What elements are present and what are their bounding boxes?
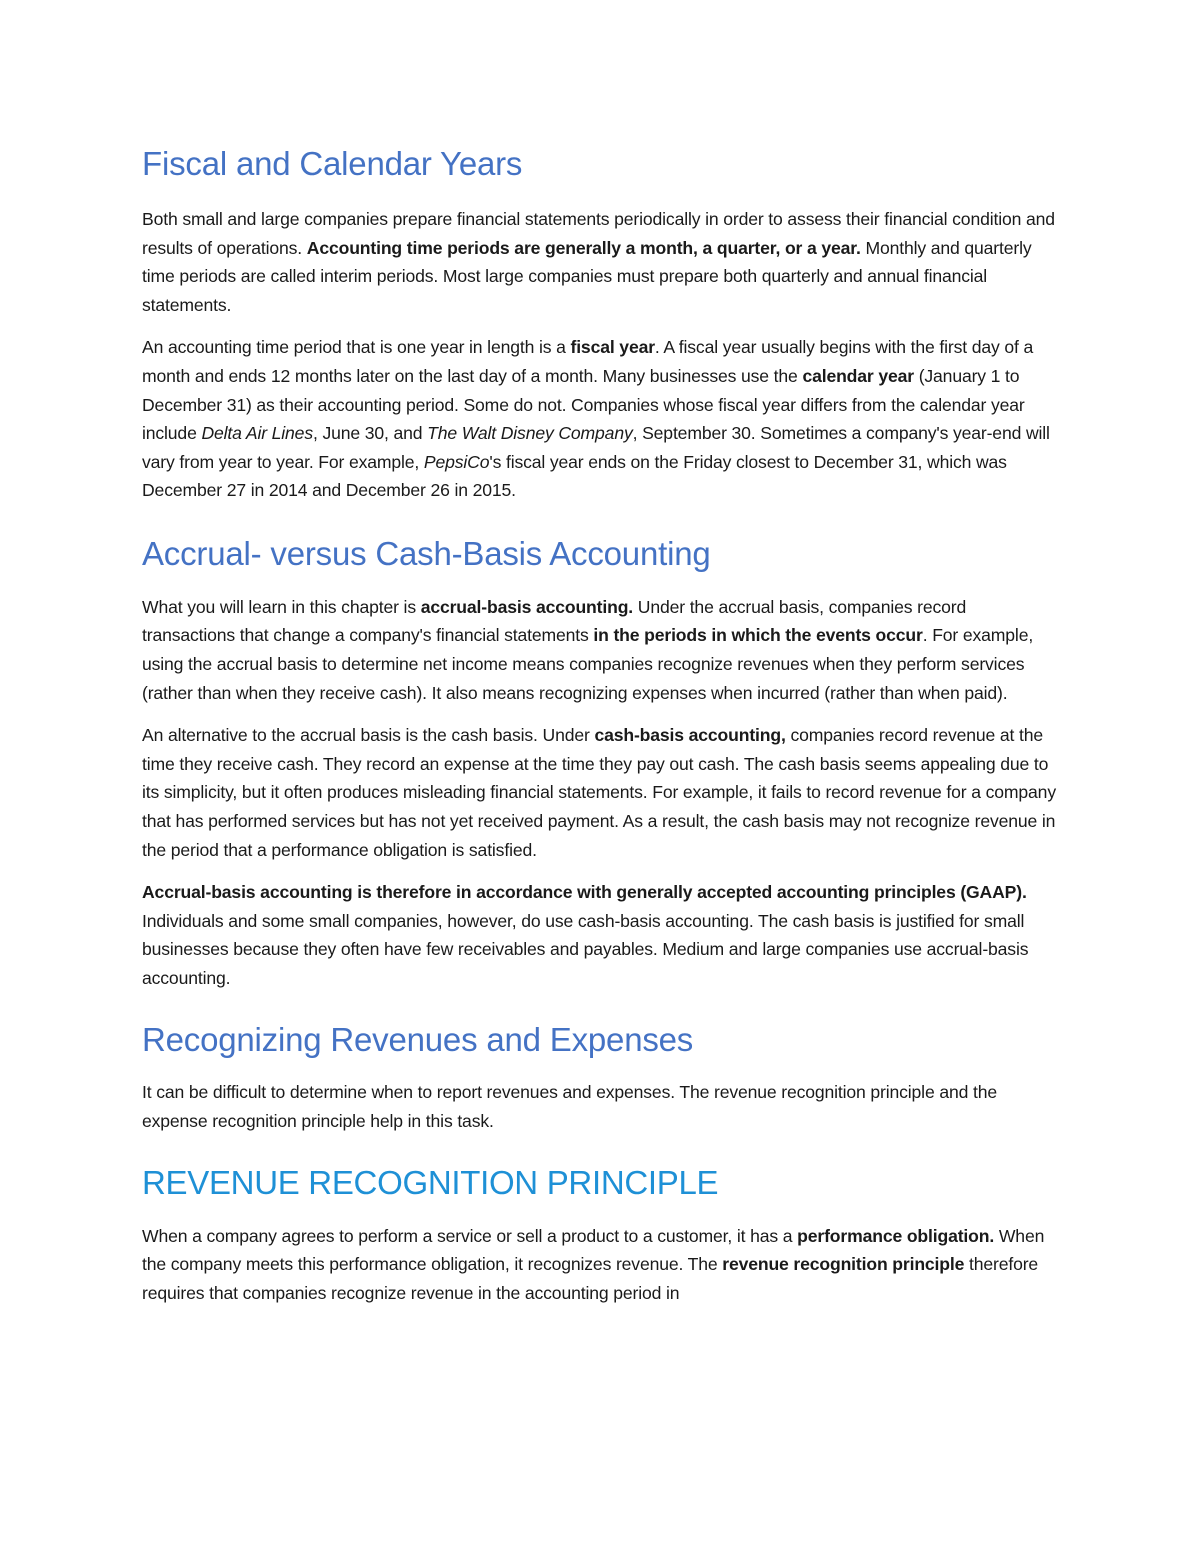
italic-text: PepsiCo — [423, 451, 490, 472]
text-run: What you will learn in this chapter is — [142, 596, 421, 617]
text-run: companies record revenue at the time they receive cash. They record an expense at the time they pay out cash. The cash basis seems appealing due to its simplicity, but it often produces misleading financial statements. For example, it fails to record revenue for a company that has performed services but has not yet received payment. As a result, the cash basis may not recognize revenue in the period that a performance obligation is satisfied. — [142, 725, 1056, 860]
bold-text: performance obligation. — [797, 1225, 995, 1246]
bold-text: in the periods in which the events occur — [593, 625, 923, 646]
bold-text: accrual-basis accounting. — [420, 596, 634, 617]
paragraph — [142, 878, 1060, 992]
paragraph — [142, 1222, 1060, 1308]
text-run: , September 30. Sometimes a company's year-end will vary from year to year. For example, — [142, 423, 1050, 472]
text-run: . For example, using the accrual basis to determine net income means companies recognize revenues when they perform services (rather than when they receive cash). It also means recognizing expenses when incurred (rather than when paid). — [142, 625, 1034, 703]
heading-revenue-recognition-principle: REVENUE RECOGNITION PRINCIPLE — [142, 1163, 719, 1201]
paragraph — [142, 333, 1060, 505]
text-run: Monthly and quarterly time periods are called interim periods. Most large companies must prepare both quarterly and annual financial statements. — [142, 237, 1032, 315]
heading-accrual-versus-cash-basis: Accrual- versus Cash-Basis Accounting — [142, 534, 711, 572]
text-run: When the company meets this performance obligation, it recognizes revenue. The — [142, 1225, 1045, 1275]
paragraph — [142, 205, 1060, 319]
text-run: Individuals and some small companies, however, do use cash-basis accounting. The cash basis is justified for small businesses because they often have few receivables and payables. Medium and large companies use accrual-basis accounting. — [142, 910, 1029, 988]
paragraph — [142, 593, 1060, 707]
text-run: , June 30, and — [312, 423, 428, 444]
text-run: It can be difficult to determine when to report revenues and expenses. The revenue recognition principle and the expense recognition principle help in this task. — [142, 1082, 997, 1132]
text-run: When a company agrees to perform a service or sell a product to a customer, it has a — [142, 1225, 798, 1246]
text-run: Both small and large companies prepare financial statements periodically in order to assess their financial condition and results of operations. — [142, 208, 1055, 258]
bold-text: cash-basis accounting, — [594, 725, 786, 746]
bold-text: Accounting time periods are generally a month, a quarter, or a year. — [306, 237, 861, 258]
text-run: (January 1 to December 31) as their accounting period. Some do not. Companies whose fiscal year differs from the calendar year include — [142, 365, 1025, 444]
bold-text: fiscal year — [570, 337, 655, 358]
text-run: 's fiscal year ends on the Friday closest to December 31, which was December 27 in 2014 and December 26 in 2015. — [142, 451, 1007, 501]
heading-recognizing-revenues-and-expenses: Recognizing Revenues and Expenses — [142, 1020, 694, 1058]
text-run: therefore requires that companies recognize revenue in the accounting period in — [142, 1254, 1039, 1303]
heading-fiscal-and-calendar-years: Fiscal and Calendar Years — [142, 145, 523, 182]
text-run: Under the accrual basis, companies record transactions that change a company's financial statements — [142, 596, 967, 646]
paragraph — [142, 721, 1060, 864]
text-run: An alternative to the accrual basis is the cash basis. Under — [142, 725, 595, 746]
italic-text: Delta Air Lines — [201, 423, 313, 444]
paragraph — [142, 1078, 1060, 1135]
bold-text: Accrual-basis accounting is therefore in accordance with generally accepted accounting principles (GAAP). — [142, 882, 1027, 903]
text-run: An accounting time period that is one year in length is a — [142, 337, 571, 358]
text-run: . A fiscal year usually begins with the first day of a month and ends 12 months later on the last day of a month. Many businesses use the — [142, 337, 1034, 386]
bold-text: revenue recognition principle — [722, 1254, 965, 1275]
bold-text: calendar year — [802, 365, 914, 386]
italic-text: The Walt Disney Company — [427, 423, 633, 444]
